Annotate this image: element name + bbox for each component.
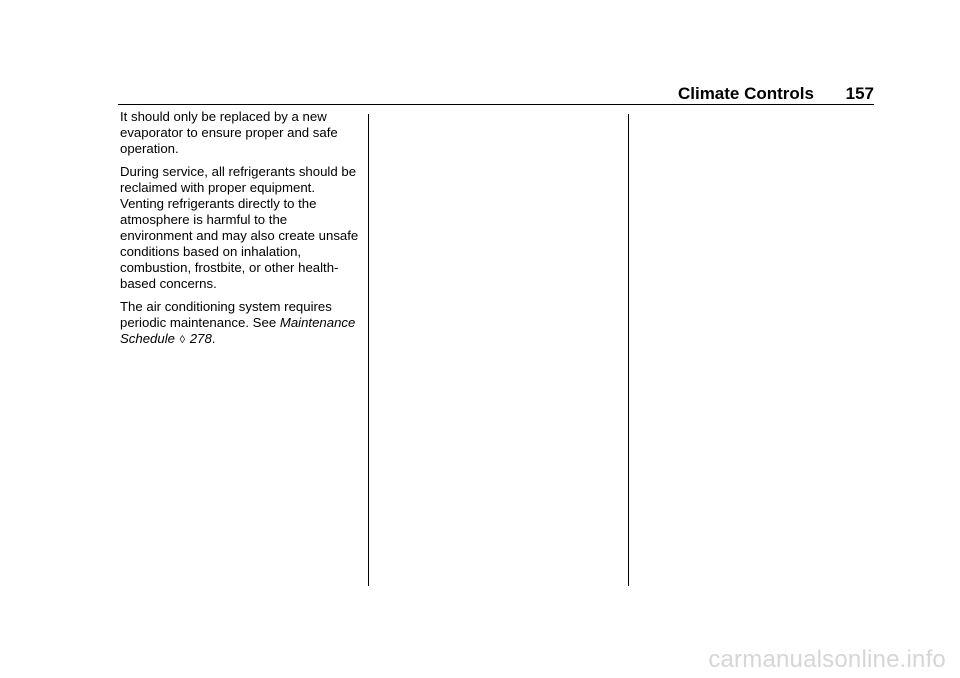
paragraph-maintenance (120, 299, 360, 348)
page-header (118, 84, 874, 104)
text-column-1 (120, 109, 360, 355)
paragraph-maintenance-text: The air conditioning system requires periodic maintenance. See (120, 299, 332, 330)
watermark: carmanualsonline.info (708, 646, 946, 673)
header-rule (118, 104, 874, 105)
ref-title: Maintenance Schedule (120, 315, 356, 346)
paragraph-evaporator: It should only be replaced by a new evaporator to ensure proper and safe operation. (120, 109, 338, 156)
ref-page-number: 278 (189, 331, 212, 346)
column-divider-left (368, 114, 369, 586)
page-number: 157 (845, 84, 874, 103)
paragraph-refrigerants: During service, all refrigerants should be reclaimed with proper equipment. Venting refrigerants directly to the atmosphere is harmful to the environment and may also create unsafe conditions based on inhalation, combustion, frostbite, or other health-based concerns. (120, 164, 359, 291)
section-title: Climate Controls (677, 84, 814, 103)
page-ref-icon: ◊ (179, 334, 186, 346)
ref-end: . (211, 331, 216, 346)
column-divider-right (628, 114, 629, 586)
